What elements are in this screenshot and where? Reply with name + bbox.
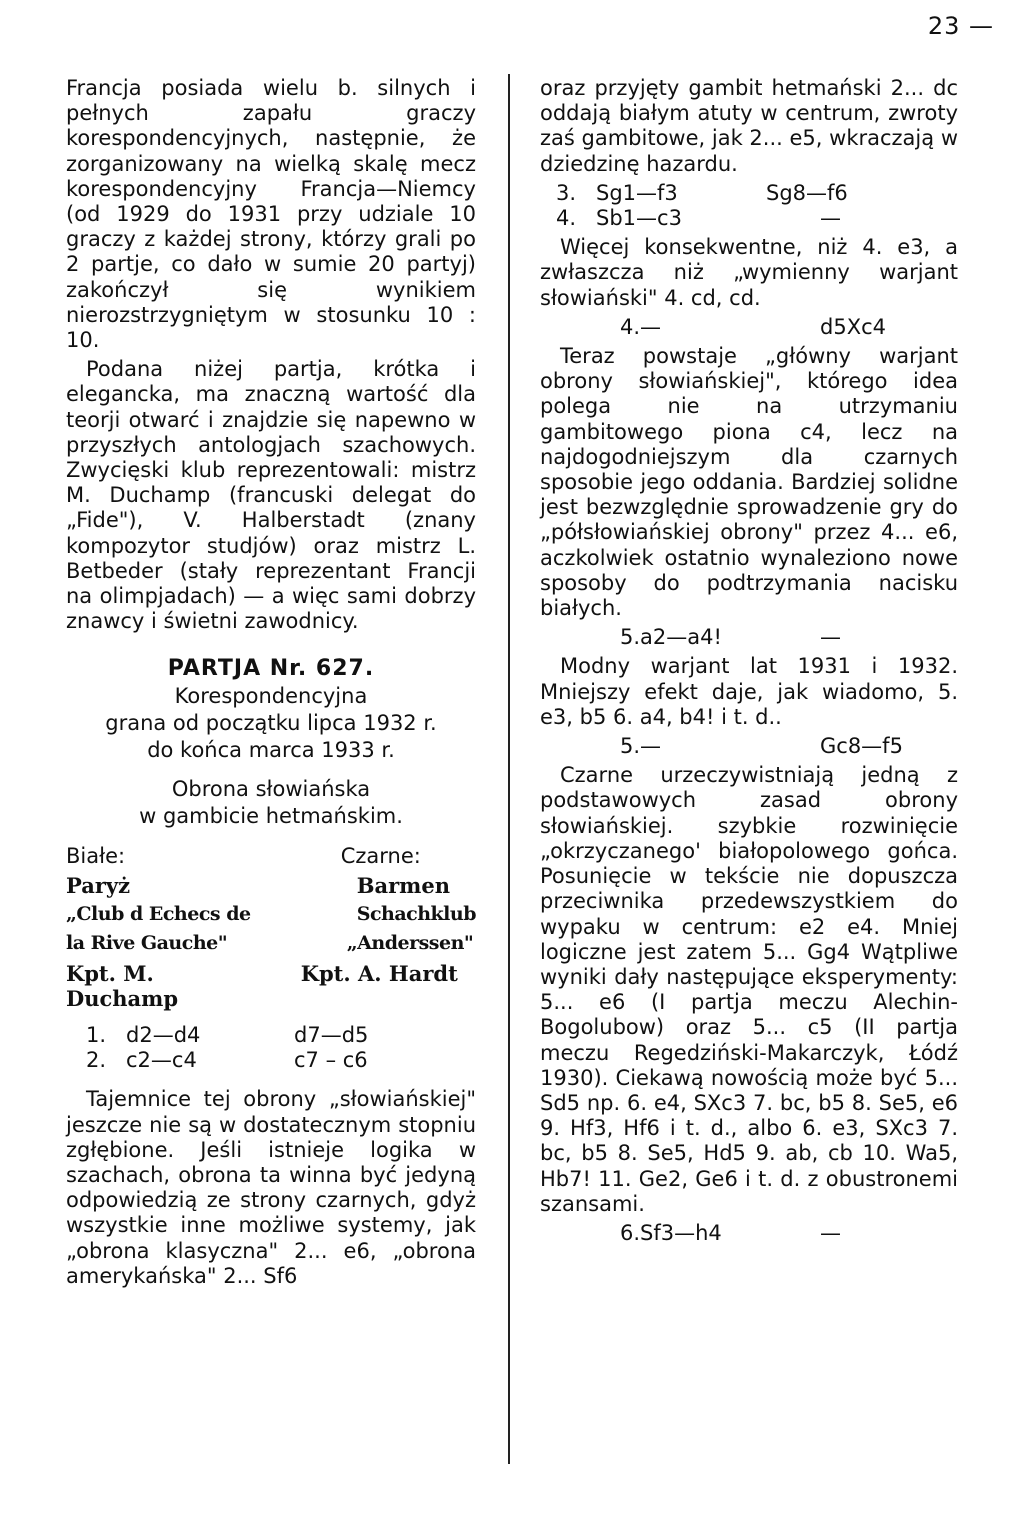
opening-variant: w gambicie hetmańskim.	[139, 804, 403, 829]
players-table	[66, 844, 476, 1011]
moves-list	[540, 625, 958, 650]
right-column	[540, 76, 958, 1250]
black-move: —	[820, 625, 841, 650]
white-move: c2—c4	[126, 1048, 197, 1073]
paragraph: Tajemnice tej obrony „słowiańskiej" jeszcze nie są w dostatecznym stopniu zgłębione. Jeśli istnieje logika w szachach, obrona ta winna być jedyną odpowiedzią ze strony czarnych, gdyż wszystkie inne możliwe systemy, jak „obrona klasyczna" 2... e6, „obrona amerykańska" 2... Sf6	[66, 1087, 476, 1288]
paragraph: Czarne urzeczywistniają jedną z podstawowych zasad obrony słowiańskiej. szybkie rozwinięcie „okrzyczanego' białopolowego gońca. Posunięcie w tekście nie dopuszcza przeciwnika przedewszystkiem do wypaku w centrum: e2 e4. Mniej logiczne jest zatem 5... Gg4 Wątpliwe wyniki dały następujące eksperymenty: 5... e6 (I partja meczu Alechin-Bogolubow) oraz 5... c5 (II partja meczu Regedziński-Makarczyk, Łódź 1930). Ciekawą nowością może być 5... Sd5 np. 6. e4, SXc3 7. bc, b5 8. Se5, e6 9. Hf3, Hf6 i t. d., albo 6. e3, SXc3 7. bc, b5 8. Se5, Hd5 9. ab, cb 10. Wa5, Hb7! 11. Ge2, Ge6 i t. d. z obustronemi szansami.	[540, 763, 958, 1216]
paragraph: Teraz powstaje „główny warjant obrony słowiańskiej", którego idea polega nie na utrzymaniu gambitowego piona c4, lecz na najdogodniejszym dla czarnych sposobie jego oddania. Bardziej solidne jest bezwzględnie sprowadzenie gry do „półsłowiańskiej obrony" przez 4... e6, aczkolwiek ostatnio wynaleziono nowe sposoby do podtrzymania nacisku białych.	[540, 344, 958, 621]
moves-list	[66, 1023, 476, 1073]
white-move: Sf3—h4	[640, 1220, 722, 1245]
move-number: 1.	[86, 1022, 107, 1047]
black-move: d7—d5	[294, 1022, 369, 1047]
game-title: PARTJA Nr. 627.	[167, 656, 375, 682]
moves-list	[540, 315, 958, 340]
white-city: Paryż	[66, 872, 131, 898]
white-club-2: la Rive Gauche"	[66, 932, 228, 955]
paragraph: oraz przyjęty gambit hetmański 2... dc oddają białym atuty w centrum, zwroty zaś gambitowe, jak 2... e5, wkraczają w dziedzinę hazardu.	[540, 76, 958, 176]
black-move: Gc8—f5	[820, 734, 903, 759]
moves-list	[540, 181, 958, 231]
move-number: 6.	[620, 1220, 641, 1245]
white-label: Białe:	[66, 843, 126, 868]
page-number: 23 —	[927, 12, 994, 40]
left-column	[66, 76, 476, 1293]
paragraph: Podana niżej partja, krótka i elegancka, ma znaczną wartość dla teorji otwarć i znajdzie się napewno w przyszłych antologjach szachowych. Zwycięski klub reprezentowali: mistrz M. Duchamp (francuski delegat do „Fide"), V. Halberstadt (znany kompozytor studjów) oraz mistrz L. Betbeder (stały reprezentant Francji na olimpjadach) — a więc sami dobrzy znawcy i świetni zawodnicy.	[66, 357, 476, 634]
move-number: 4.	[556, 206, 577, 231]
white-move: —	[640, 734, 661, 759]
white-captain: Kpt. M. Duchamp	[66, 960, 179, 1011]
game-period-2: do końca marca 1933 r.	[147, 738, 395, 763]
paragraph: Francja posiada wielu b. silnych i pełnych zapału graczy korespondencyjnych, następnie, że zorganizowany na wielką skalę mecz korespondencyjny Francja—Niemcy (od 1929 do 1931 przy udziale 10 graczy z każdej strony, którzy grali po 2 partje, co dało w sumie 20 partyj) zakończył się wynikiem nierozstrzygniętym w stosunku 10 : 10.	[66, 76, 476, 353]
black-move: d5Xc4	[820, 314, 886, 339]
opening-name: Obrona słowiańska	[171, 777, 371, 802]
white-move: a2—a4!	[640, 625, 722, 650]
column-divider	[508, 74, 510, 1464]
white-move: d2—d4	[126, 1022, 201, 1047]
white-move: Sb1—c3	[596, 206, 682, 231]
move-number: 5.	[620, 734, 641, 759]
moves-list	[540, 734, 958, 759]
move-number: 5.	[620, 625, 641, 650]
move-number: 2.	[86, 1048, 107, 1073]
game-period-1: grana od początku lipca 1932 r.	[105, 710, 437, 735]
white-move: Sg1—f3	[596, 180, 678, 205]
move-number: 4.	[620, 314, 641, 339]
black-club-2: „Anderssen"	[346, 932, 474, 955]
black-move: c7 – c6	[294, 1048, 368, 1073]
white-move: —	[640, 314, 661, 339]
white-club-1: „Club d Echecs de	[66, 903, 251, 926]
black-label: Czarne:	[340, 843, 421, 868]
black-captain: Kpt. A. Hardt	[300, 960, 458, 986]
game-type: Korespondencyjna	[174, 683, 368, 708]
black-move: —	[820, 206, 841, 231]
paragraph: Modny warjant lat 1931 i 1932. Mniejszy efekt daje, jak wiadomo, 5. e3, b5 6. a4, b4! i t. d..	[540, 654, 958, 729]
moves-list	[540, 1221, 958, 1246]
black-move: Sg8—f6	[766, 180, 848, 205]
paragraph: Więcej konsekwentne, niż 4. e3, a zwłaszcza niż „wymienny warjant słowiański" 4. cd, cd.	[540, 235, 958, 310]
black-move: —	[820, 1220, 841, 1245]
black-city: Barmen	[356, 872, 450, 898]
move-number: 3.	[556, 180, 577, 205]
black-club-1: Schachklub	[356, 903, 476, 926]
